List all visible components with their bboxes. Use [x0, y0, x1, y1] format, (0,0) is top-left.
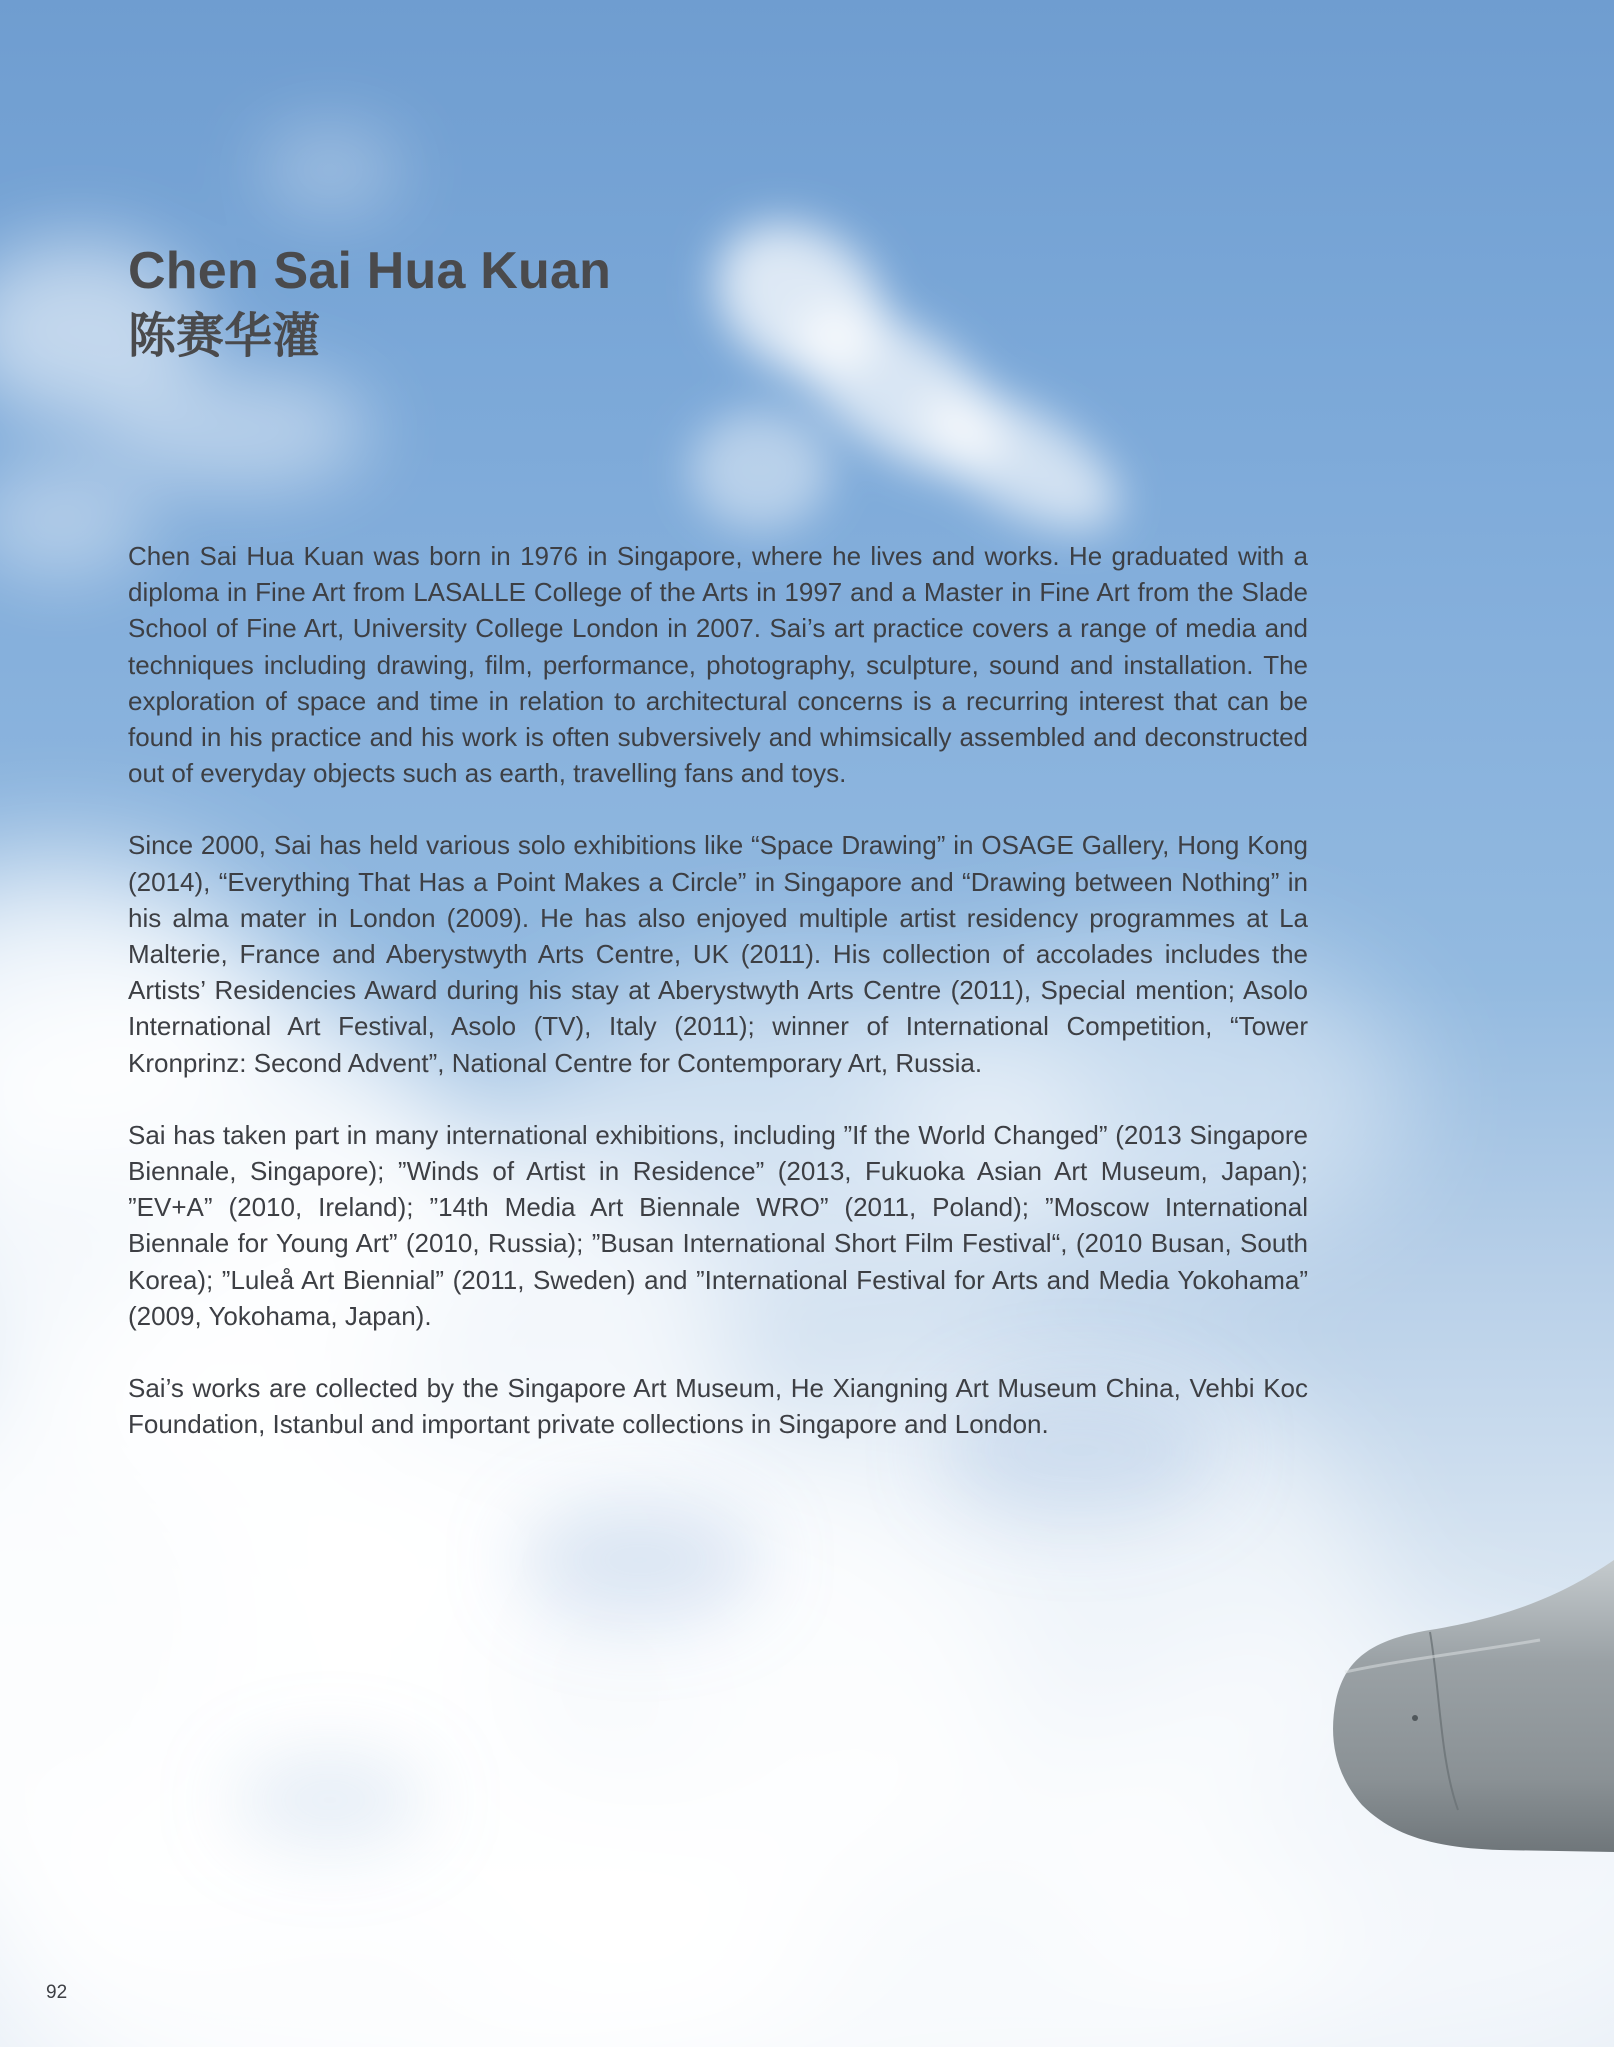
artist-heading: [128, 240, 611, 368]
artist-name-english: Chen Sai Hua Kuan: [128, 242, 612, 300]
biography-paragraph-4: Sai’s works are collected by the Singapore Art Museum, He Xiangning Art Museum China, Vehbi Koc Foundation, Istanbul and important private collections in Singapore and London.: [128, 1373, 1308, 1440]
biography-paragraph-3: Sai has taken part in many international exhibitions, including ”If the World Changed” (2013 Singapore Biennale, Singapore); ”Winds of Artist in Residence” (2013, Fukuoka Asian Art Museum, Japan); ”EV+A” (2010, Ireland); ”14th Media Art Biennale WRO” (2011, Poland); ”Moscow International Biennale for Young Art” (2010, Russia); ”Busan International Short Film Festival“, (2010 Busan, South Korea); ”Luleå Art Biennial” (2011, Sweden) and ”International Festival for Arts and Media Yokohama” (2009, Yokohama, Japan).: [128, 1119, 1308, 1331]
biography-text: [128, 538, 1308, 1478]
biography-paragraph-2: Since 2000, Sai has held various solo exhibitions like “Space Drawing” in OSAGE Gallery, Hong Kong (2014), “Everything That Has a Point Makes a Circle” in Singapore and “Drawing between Nothing” in his alma mater in London (2009). He has also enjoyed multiple artist residency programmes at La Malterie, France and Aberystwyth Arts Centre, UK (2011). His collection of accolades includes the Artists’ Residencies Award during his stay at Aberystwyth Arts Centre (2011), Special mention; Asolo International Art Festival, Asolo (TV), Italy (2011); winner of International Competition, “Tower Kronprinz: Second Advent”, National Centre for Contemporary Art, Russia.: [128, 830, 1308, 1078]
page-number: 92: [46, 1982, 68, 2003]
biography-paragraph-1: Chen Sai Hua Kuan was born in 1976 in Singapore, where he lives and works. He graduated with a diploma in Fine Art from LASALLE College of the Arts in 1997 and a Master in Fine Art from the Slade School of Fine Art, University College London in 2007. Sai’s art practice covers a range of media and techniques including drawing, film, performance, photography, sculpture, sound and installation. The exploration of space and time in relation to architectural concerns is a recurring interest that can be found in his practice and his work is often subversively and whimsically assembled and deconstructed out of everyday objects such as earth, travelling fans and toys.: [128, 541, 1308, 789]
artist-name-chinese: 陈赛华灌: [128, 308, 321, 364]
